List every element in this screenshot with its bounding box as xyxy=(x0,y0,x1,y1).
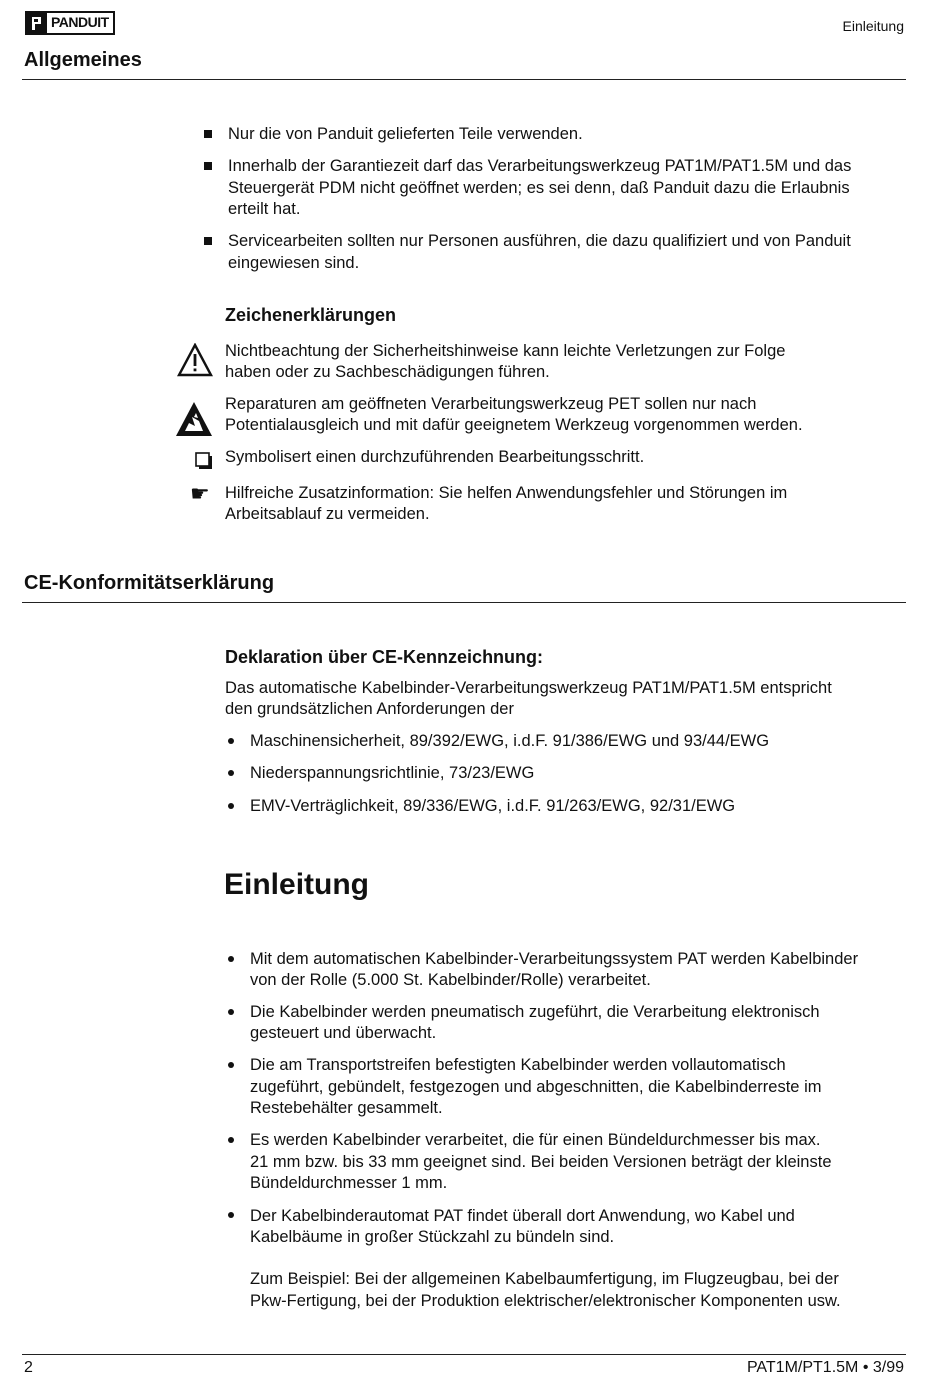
esd-warning-icon xyxy=(175,401,213,437)
document-reference: PAT1M/PT1.5M • 3/99 xyxy=(746,1359,904,1376)
pointing-hand-icon: ☛ xyxy=(190,482,210,507)
item-line: erteilt hat. xyxy=(228,200,301,218)
directive-text: Niederspannungsrichtlinie, 73/23/EWG xyxy=(250,764,535,782)
item-line: Die Kabelbinder werden pneumatisch zugeführt, die Verarbeitung elektronisch xyxy=(250,1003,820,1021)
dot-bullet-icon xyxy=(228,1137,234,1143)
item-line: eingewiesen sind. xyxy=(228,254,360,272)
square-bullet-icon xyxy=(204,237,212,245)
legend-line: Nichtbeachtung der Sicherheitshinweise kann leichte Verletzungen zur Folge xyxy=(225,342,786,360)
item-line: Es werden Kabelbinder verarbeitet, die für einen Bündeldurchmesser bis max. xyxy=(250,1131,821,1149)
logo-text: PANDUIT xyxy=(51,14,109,30)
dot-bullet-icon xyxy=(228,1212,234,1218)
page-number: 2 xyxy=(24,1359,33,1376)
legend-line: haben oder zu Sachbeschädigungen führen. xyxy=(225,363,550,381)
dot-bullet-icon xyxy=(228,1009,234,1015)
item-line: Kabelbäume in großer Stückzahl zu bündeln sind. xyxy=(250,1228,615,1246)
item-line: Servicearbeiten sollten nur Personen ausführen, die dazu qualifiziert und von Panduit xyxy=(228,232,851,250)
section-title-ce: CE-Konformitätserklärung xyxy=(24,572,275,594)
section-divider xyxy=(22,79,906,80)
item-line: 21 mm bzw. bis 33 mm geeignet sind. Bei beiden Versionen beträgt der kleinste xyxy=(250,1153,832,1171)
section-divider xyxy=(22,602,906,603)
ce-intro-line: Das automatische Kabelbinder-Verarbeitungswerkzeug PAT1M/PAT1.5M entspricht xyxy=(225,679,832,697)
logo-mark xyxy=(27,13,47,33)
directive-text: Maschinensicherheit, 89/392/EWG, i.d.F. 91/386/EWG und 93/44/EWG xyxy=(250,732,770,750)
square-bullet-icon xyxy=(204,130,212,138)
item-line: Nur die von Panduit gelieferten Teile verwenden. xyxy=(228,125,583,143)
item-line: zugeführt, gebündelt, festgezogen und abgeschnitten, die Kabelbinderreste im xyxy=(250,1078,822,1096)
item-line: Der Kabelbinderautomat PAT findet überall dort Anwendung, wo Kabel und xyxy=(250,1207,795,1225)
legend-line: Arbeitsablauf zu vermeiden. xyxy=(225,505,430,523)
item-line: gesteuert und überwacht. xyxy=(250,1024,437,1042)
legend-line: Reparaturen am geöffneten Verarbeitungswerkzeug PET sollen nur nach xyxy=(225,395,757,413)
ce-intro-line: den grundsätzlichen Anforderungen der xyxy=(225,700,514,718)
dot-bullet-icon xyxy=(228,956,234,962)
chapter-title-einleitung: Einleitung xyxy=(224,868,369,901)
item-line: Die am Transportstreifen befestigten Kabelbinder werden vollautomatisch xyxy=(250,1056,786,1074)
directive-text: EMV-Verträglichkeit, 89/336/EWG, i.d.F. 91/263/EWG, 92/31/EWG xyxy=(250,797,736,815)
item-line: Restebehälter gesammelt. xyxy=(250,1099,443,1117)
ce-subtitle: Deklaration über CE-Kennzeichnung: xyxy=(225,647,544,667)
square-bullet-icon xyxy=(204,162,212,170)
legend-line: Symbolisert einen durchzuführenden Bearbeitungsschritt. xyxy=(225,448,645,466)
legend-line: Potentialausgleich und mit dafür geeignetem Werkzeug vorgenommen werden. xyxy=(225,416,803,434)
section-title-allgemeines: Allgemeines xyxy=(24,49,142,71)
footer-divider xyxy=(22,1354,906,1355)
example-line: Pkw-Fertigung, bei der Produktion elektrischer/elektronischer Komponenten usw. xyxy=(250,1292,841,1310)
item-line: Innerhalb der Garantiezeit darf das Verarbeitungswerkzeug PAT1M/PAT1.5M und das xyxy=(228,157,852,175)
checkbox-icon xyxy=(195,452,213,470)
header-section-name: Einleitung xyxy=(842,18,904,34)
dot-bullet-icon xyxy=(228,1062,234,1068)
item-line: von der Rolle (5.000 St. Kabelbinder/Rolle) verarbeitet. xyxy=(250,971,651,989)
legend-line: Hilfreiche Zusatzinformation: Sie helfen Anwendungsfehler und Störungen im xyxy=(225,484,788,502)
warning-triangle-icon xyxy=(177,343,213,377)
dot-bullet-icon xyxy=(228,770,234,776)
example-line: Zum Beispiel: Bei der allgemeinen Kabelbaumfertigung, im Flugzeugbau, bei der xyxy=(250,1270,839,1288)
item-line: Mit dem automatischen Kabelbinder-Verarbeitungssystem PAT werden Kabelbinder xyxy=(250,950,859,968)
dot-bullet-icon xyxy=(228,803,234,809)
item-line: Bündeldurchmesser 1 mm. xyxy=(250,1174,448,1192)
panduit-logo xyxy=(25,11,115,35)
item-line: Steuergerät PDM nicht geöffnet werden; es sei denn, daß Panduit dazu die Erlaubnis xyxy=(228,179,850,197)
dot-bullet-icon xyxy=(228,738,234,744)
subsection-title-zeichen: Zeichenerklärungen xyxy=(225,305,397,325)
